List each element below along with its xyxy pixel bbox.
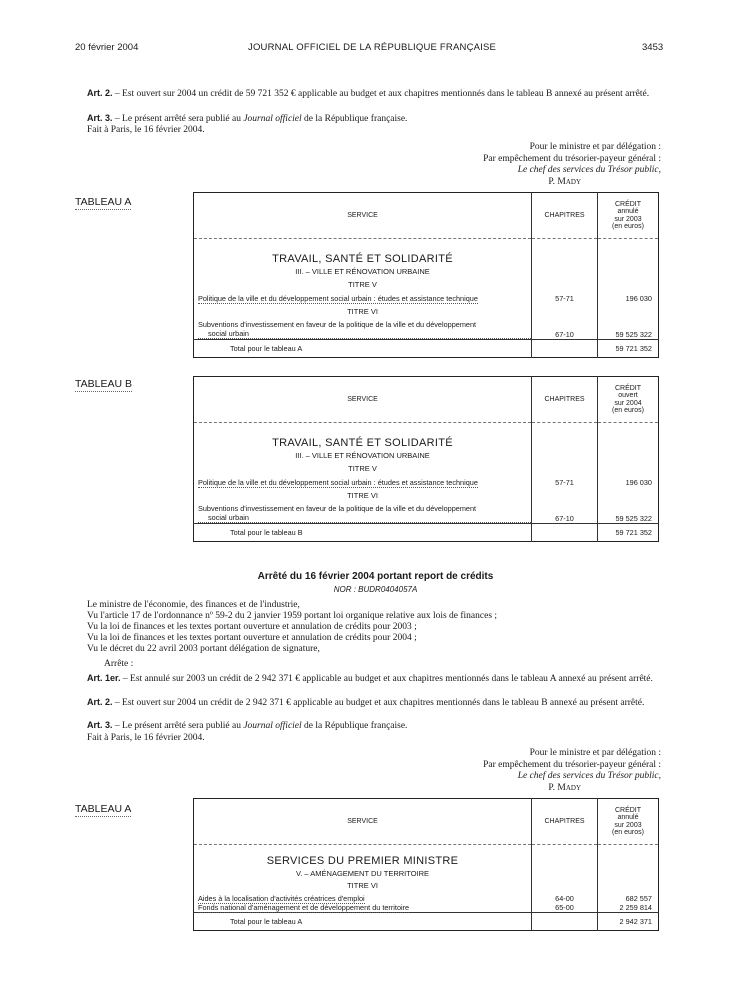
subsection-title: III. – VILLE ET RÉNOVATION URBAINE [194,449,532,460]
total-label: Total pour le tableau A [194,340,532,358]
tableau-a-label: TABLEAU A [75,196,132,208]
total-value: 59 721 352 [615,528,652,537]
tableau-b-label: TABLEAU B [75,378,132,390]
chapitre-cell: 57-71 [532,473,598,487]
arrete-label: Arrête : [104,659,134,669]
titre-v: TITRE V [194,460,532,473]
article-1: Art. 1er. – Est annulé sur 2003 un crédit de 2 942 371 € applicable au budget et aux chapitres mentionnés dans le tableau A annexé au présent arrêté. [87,673,653,684]
tableau-a-table [193,798,659,931]
credit-cell: 196 030 [625,294,652,303]
table-row: Politique de la ville et du développement social urbain : études et assistance technique [194,473,532,487]
header-date: 20 février 2004 [75,42,139,53]
arrete-title: Arrêté du 16 février 2004 portant report de crédits [257,571,494,582]
col-chapitres: CHAPITRES [532,799,598,845]
col-chapitres: CHAPITRES [532,377,598,423]
table-row: Subventions d'investissement en faveur de la politique de la ville et du développement social urbain [194,316,532,340]
table-row: Fonds national d'aménagement et de développement du territoire [194,903,532,913]
col-credit: CRÉDIT annulé sur 2003 (en euros) [598,799,659,845]
chapitre-cell: 64-00 [532,890,598,903]
col-credit: CRÉDIT ouvert sur 2004 (en euros) [598,377,659,423]
visa-ministre: Le ministre de l'économie, des finances et de l'industrie, [87,600,300,610]
visa-2: Vu la loi de finances et les textes portant ouverture et annulation de crédits pour 2003 ; [87,622,417,632]
col-service: SERVICE [194,377,532,423]
chapitre-cell: 65-00 [532,903,598,913]
nor-reference: NOR : BUDR0404057A [333,585,418,594]
credit-cell: 2 259 814 [619,903,652,912]
article-3: Art. 3. – Le présent arrêté sera publié au Journal officiel de la République française. [87,720,408,731]
visa-3: Vu la loi de finances et les textes portant ouverture et annulation de crédits pour 2004 ; [87,633,417,643]
chapitre-cell: 67-10 [532,316,598,340]
subsection-title: V. – AMÉNAGEMENT DU TERRITOIRE [194,867,532,878]
header-title: JOURNAL OFFICIEL DE LA RÉPUBLIQUE FRANÇAISE [248,42,497,53]
tableau-b-table [193,376,659,542]
titre-vi: TITRE VI [194,303,532,316]
signature-block: Pour le ministre et par délégation : Par empêchement du trésorier-payeur général : Le chef des services du Trésor public, P. Mady [483,748,661,793]
subsection-title: III. – VILLE ET RÉNOVATION URBAINE [194,265,532,276]
total-value: 59 721 352 [615,344,652,353]
col-service: SERVICE [194,193,532,239]
fait-a-paris: Fait à Paris, le 16 février 2004. [87,125,205,135]
total-label: Total pour le tableau A [194,913,532,931]
col-chapitres: CHAPITRES [532,193,598,239]
visa-1: Vu l'article 17 de l'ordonnance nº 59-2 du 2 janvier 1959 portant loi organique relative aux lois de finances ; [87,611,498,621]
credit-cell: 59 525 322 [615,330,652,339]
visa-4: Vu le décret du 22 avril 2003 portant délégation de signature, [87,644,320,654]
tableau-a-label: TABLEAU A [75,803,132,815]
titre-v: TITRE V [194,276,532,289]
signature-block: Pour le ministre et par délégation : Par empêchement du trésorier-payeur général : Le chef des services du Trésor public, P. Mady [483,142,661,187]
table-row: Politique de la ville et du développement social urbain : études et assistance technique [194,289,532,303]
chapitre-cell: 57-71 [532,289,598,303]
credit-cell: 196 030 [625,478,652,487]
titre-vi: TITRE VI [194,487,532,500]
table-row: Aides à la localisation d'activités créatrices d'emploi [194,890,532,903]
chapitre-cell: 67-10 [532,500,598,524]
header-page-number: 3453 [642,42,664,53]
tableau-a-table [193,192,659,358]
total-value: 2 942 371 [619,917,652,926]
titre-vi: TITRE VI [194,878,532,890]
fait-a-paris: Fait à Paris, le 16 février 2004. [87,733,205,743]
col-service: SERVICE [194,799,532,845]
section-title: TRAVAIL, SANTÉ ET SOLIDARITÉ [194,253,532,265]
article-2: Art. 2. – Est ouvert sur 2004 un crédit de 2 942 371 € applicable au budget et aux chapitres mentionnés dans le tableau B annexé au présent arrêté. [87,697,645,708]
col-credit: CRÉDIT annulé sur 2003 (en euros) [598,193,659,239]
article-3: Art. 3. – Le présent arrêté sera publié au Journal officiel de la République française. [87,113,408,124]
section-title: TRAVAIL, SANTÉ ET SOLIDARITÉ [194,437,532,449]
credit-cell: 682 557 [625,894,652,903]
article-2: Art. 2. – Est ouvert sur 2004 un crédit de 59 721 352 € applicable au budget et aux chapitres mentionnés dans le tableau B annexé au présent arrêté. [87,88,650,99]
total-label: Total pour le tableau B [194,524,532,542]
section-title: SERVICES DU PREMIER MINISTRE [194,855,532,867]
table-row: Subventions d'investissement en faveur de la politique de la ville et du développement social urbain [194,500,532,524]
credit-cell: 59 525 322 [615,514,652,523]
